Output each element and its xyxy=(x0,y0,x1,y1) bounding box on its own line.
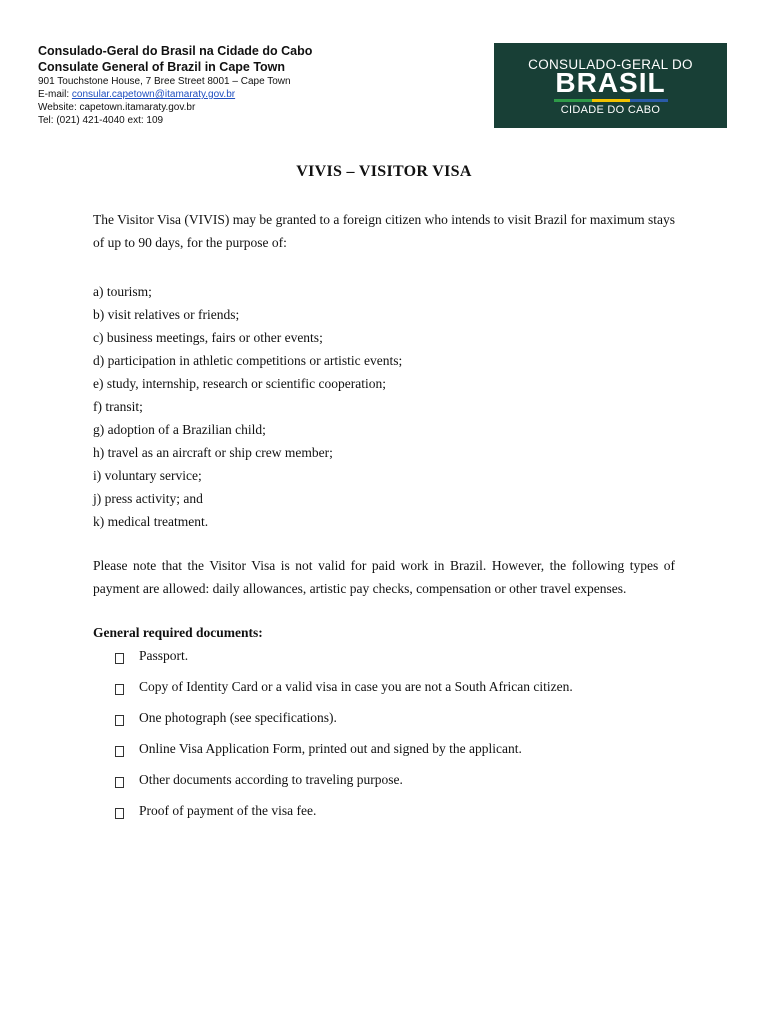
header-website: Website: capetown.itamaraty.gov.br xyxy=(38,102,196,113)
header-telephone: Tel: (021) 421-4040 ext: 109 xyxy=(38,115,164,126)
checkbox-icon xyxy=(115,653,124,664)
list-item: k) medical treatment. xyxy=(93,514,209,529)
list-item: a) tourism; xyxy=(93,284,152,299)
logo-stripe-yellow xyxy=(592,99,630,102)
email-label: E-mail: xyxy=(38,89,72,100)
purpose-list xyxy=(93,280,402,533)
consulate-logo xyxy=(494,43,727,128)
list-item: b) visit relatives or friends; xyxy=(93,307,240,322)
checkbox-icon xyxy=(115,715,124,726)
document-item xyxy=(115,772,573,803)
document-text: Online Visa Application Form, printed out and signed by the applicant. xyxy=(139,741,522,756)
logo-stripe-blue xyxy=(630,99,668,102)
document-item xyxy=(115,741,573,772)
document-item xyxy=(115,679,573,710)
email-link[interactable]: consular.capetown@itamaraty.gov.br xyxy=(71,89,236,100)
logo-stripe-green xyxy=(554,99,592,102)
checkbox-icon xyxy=(115,808,124,819)
payment-note: Please note that the Visitor Visa is not valid for paid work in Brazil. However, the following types of payment are allowed: daily allowances, artistic pay checks, compensation or other travel expenses. xyxy=(93,558,675,596)
list-item: i) voluntary service; xyxy=(93,468,202,483)
list-item: c) business meetings, fairs or other events; xyxy=(93,330,323,345)
list-item: j) press activity; and xyxy=(93,491,203,506)
list-item: g) adoption of a Brazilian child; xyxy=(93,422,266,437)
logo-line-3: CIDADE DO CABO xyxy=(560,104,661,116)
list-item: d) participation in athletic competitions or artistic events; xyxy=(93,353,403,368)
document-text: Copy of Identity Card or a valid visa in case you are not a South African citizen. xyxy=(139,679,573,694)
header-address: 901 Touchstone House, 7 Bree Street 8001 – Cape Town xyxy=(38,76,291,87)
header-english-name: Consulate General of Brazil in Cape Town xyxy=(38,60,286,74)
checkbox-icon xyxy=(115,684,124,695)
header-portuguese-name: Consulado-Geral do Brasil na Cidade do Cabo xyxy=(38,44,313,58)
document-text: Passport. xyxy=(139,648,189,663)
list-item: f) transit; xyxy=(93,399,143,414)
document-item xyxy=(115,648,573,679)
list-item: h) travel as an aircraft or ship crew member; xyxy=(93,445,333,460)
document-item xyxy=(115,803,573,834)
document-text: One photograph (see specifications). xyxy=(139,710,337,725)
documents-list xyxy=(115,648,573,834)
documents-heading: General required documents: xyxy=(93,625,263,640)
checkbox-icon xyxy=(115,746,124,757)
logo-line-1: CONSULADO-GERAL DO xyxy=(528,57,693,72)
intro-paragraph: The Visitor Visa (VIVIS) may be granted to a foreign citizen who intends to visit Brazil for maximum stays of up to 90 days, for the purpose of: xyxy=(93,212,675,250)
list-item: e) study, internship, research or scientific cooperation; xyxy=(93,376,387,391)
header-email-line xyxy=(38,88,312,101)
consulate-header xyxy=(38,43,312,127)
page-title: VIVIS – VISITOR VISA xyxy=(296,163,472,180)
logo-brasil: BRASIL xyxy=(555,67,666,98)
checkbox-icon xyxy=(115,777,124,788)
document-item xyxy=(115,710,573,741)
document-text: Other documents according to traveling purpose. xyxy=(139,772,403,787)
logo-color-stripe xyxy=(554,99,668,102)
document-text: Proof of payment of the visa fee. xyxy=(139,803,317,818)
